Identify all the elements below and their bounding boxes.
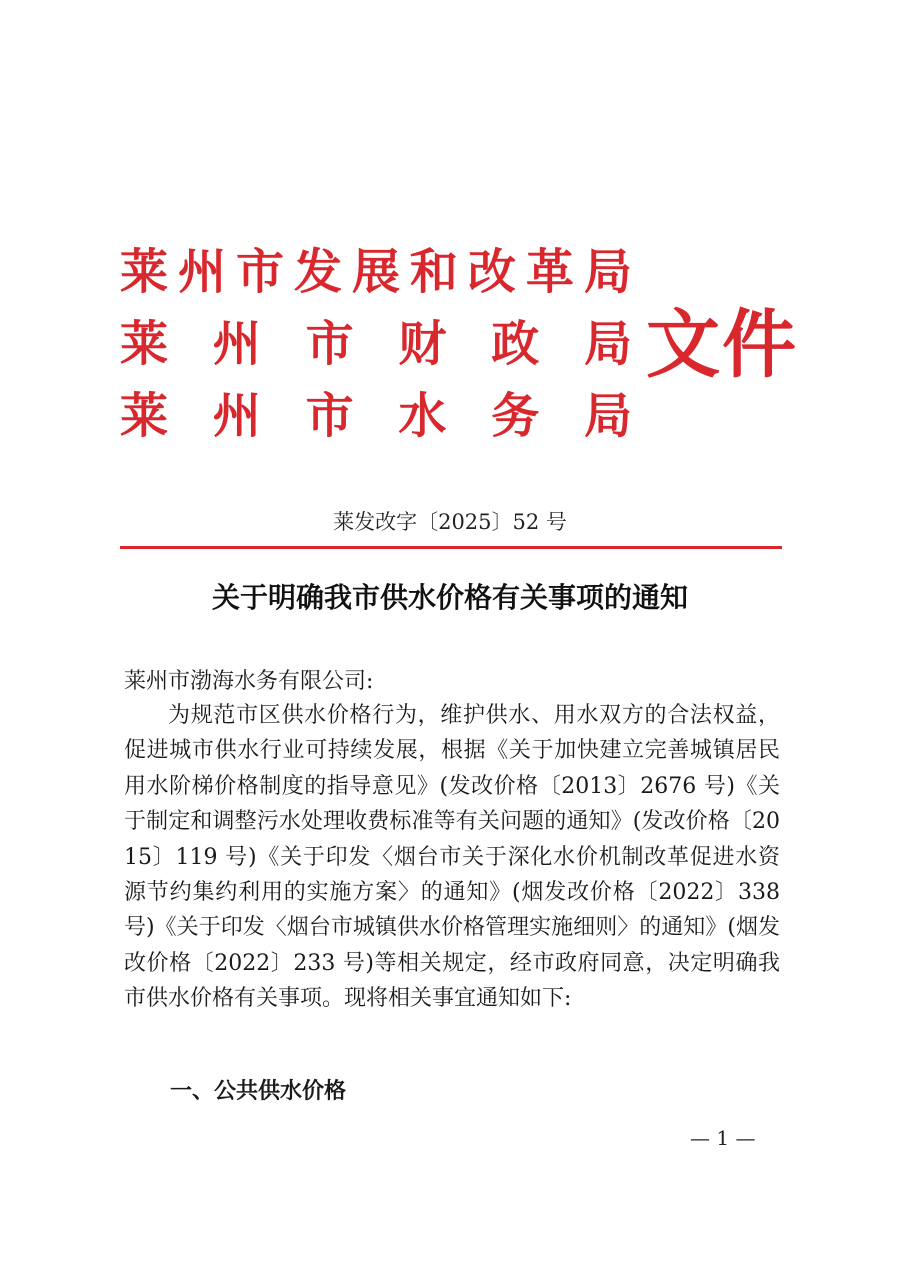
issuer-char: 财 bbox=[398, 316, 447, 372]
document-type-label: 文件 bbox=[646, 302, 798, 388]
issuer-char: 莱 bbox=[120, 388, 169, 444]
issuer-line-3 bbox=[120, 380, 640, 452]
issuer-char: 展 bbox=[351, 244, 400, 300]
page-number: — 1 — bbox=[690, 1126, 756, 1150]
issuer-char: 市 bbox=[305, 316, 354, 372]
issuer-char: 局 bbox=[583, 388, 632, 444]
issuer-char: 和 bbox=[409, 244, 458, 300]
issuer-char: 发 bbox=[293, 244, 342, 300]
issuer-char: 州 bbox=[177, 244, 226, 300]
issuer-char: 改 bbox=[467, 244, 516, 300]
issuer-line-2 bbox=[120, 308, 640, 380]
document-number: 莱发改字〔2025〕52 号 bbox=[333, 510, 567, 534]
issuer-char: 市 bbox=[235, 244, 284, 300]
document-title: 关于明确我市供水价格有关事项的通知 bbox=[211, 581, 688, 614]
issuer-char: 市 bbox=[305, 388, 354, 444]
issuer-char: 政 bbox=[491, 316, 540, 372]
issuer-char: 莱 bbox=[120, 316, 169, 372]
issuer-char: 州 bbox=[212, 316, 261, 372]
red-divider-line bbox=[120, 546, 782, 549]
issuer-char: 革 bbox=[525, 244, 574, 300]
issuer-char: 水 bbox=[398, 388, 447, 444]
issuer-char: 务 bbox=[491, 388, 540, 444]
body-paragraph: 为规范市区供水价格行为，维护供水、用水双方的合法权益，促进城市供水行业可持续发展，根据《关于加快建立完善城镇居民用水阶梯价格制度的指导意见》(发改价格〔2013〕2676 号)《关于制定和调整污水处理收费标准等有关问题的通知》(发改价格〔2015〕119 号)《关于印发〈烟台市关于深化水价机制改革促进水资源节约集约利用的实施方案〉的通知》(烟发改价格〔2022〕338 号)《关于印发〈烟台市城镇供水价格管理实施细则〉的通知》(烟发改价格〔2022〕233 号)等相关规定，经市政府同意，决定明确我市供水价格有关事项。现将相关事宜通知如下: bbox=[124, 703, 780, 1012]
issuer-char: 局 bbox=[583, 316, 632, 372]
section-heading: 一、公共供水价格 bbox=[170, 1079, 347, 1104]
issuer-char: 州 bbox=[212, 388, 261, 444]
issuer-line-1 bbox=[120, 236, 640, 308]
issuer-char: 局 bbox=[583, 244, 632, 300]
issuer-char: 莱 bbox=[120, 244, 169, 300]
issuing-authorities bbox=[120, 236, 640, 452]
salutation: 莱州市渤海水务有限公司: bbox=[124, 669, 374, 694]
